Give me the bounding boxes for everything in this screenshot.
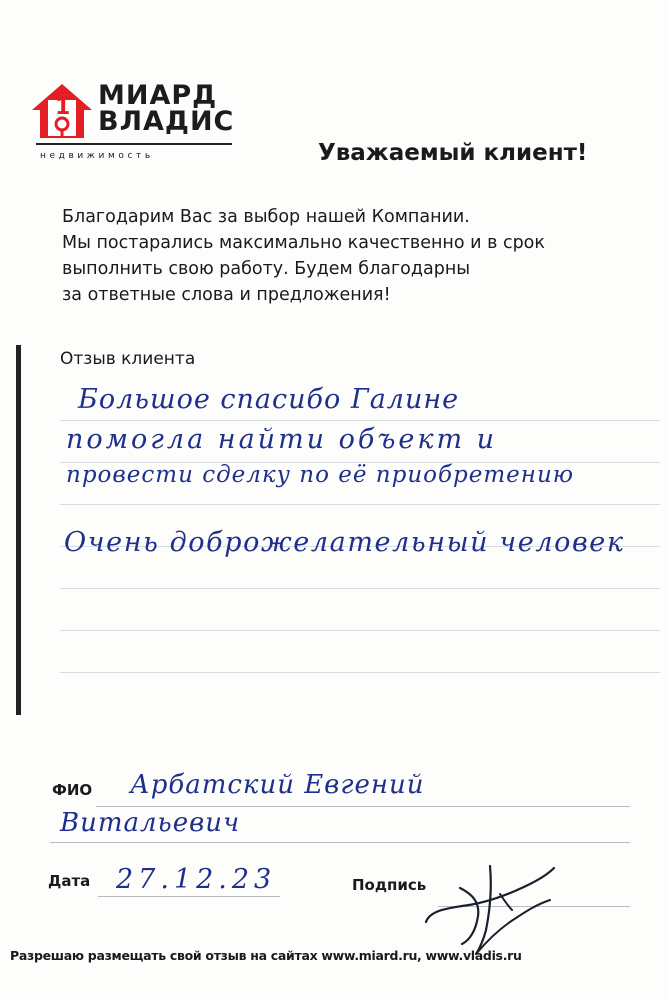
- review-label: Отзыв клиента: [60, 349, 196, 369]
- company-logo: [30, 80, 240, 170]
- intro-line: за ответные слова и предложения!: [62, 285, 391, 305]
- review-ruled-line: [60, 420, 660, 421]
- review-ruled-line: [60, 504, 660, 505]
- intro-line: Благодарим Вас за выбор нашей Компании.: [62, 207, 470, 227]
- fio-handwriting-line2: Витальевич: [60, 808, 241, 838]
- intro-line: выполнить свою работу. Будем благодарны: [62, 259, 471, 279]
- review-ruled-line: [60, 630, 660, 631]
- logo-subtitle: недвижимость: [40, 151, 154, 161]
- date-label: Дата: [48, 872, 91, 890]
- signature-label: Подпись: [352, 876, 427, 894]
- logo-divider: [36, 143, 232, 145]
- review-handwriting-line: провести сделку по её приобретению: [66, 462, 575, 488]
- date-handwriting: 27.12.23: [116, 864, 277, 895]
- date-line: [98, 896, 280, 897]
- fio-line: [50, 842, 630, 843]
- review-handwriting-line: Большое спасибо Галине: [78, 384, 460, 415]
- logo-name-line2: ВЛАДИС: [98, 106, 235, 137]
- review-handwriting-line: Очень доброжелательный человек: [64, 527, 625, 558]
- fio-handwriting-line1: Арбатский Евгений: [130, 770, 425, 800]
- intro-paragraph: [62, 204, 622, 308]
- review-ruled-line: [60, 588, 660, 589]
- handwritten-signature: [420, 858, 560, 958]
- logo-badge-number: 1: [55, 95, 71, 120]
- greeting-heading: Уважаемый клиент!: [318, 140, 588, 166]
- consent-statement: Разрешаю размещать свой отзыв на сайтах www.miard.ru, www.vladis.ru: [10, 948, 522, 963]
- review-ruled-line: [60, 672, 660, 673]
- fio-label: ФИО: [52, 781, 93, 799]
- intro-line: Мы постарались максимально качественно и в срок: [62, 233, 545, 253]
- review-side-bar: [16, 345, 21, 715]
- fio-line: [96, 806, 630, 807]
- logo-name-line1: МИАРД: [98, 80, 218, 111]
- review-handwriting-line: помогла найти объект и: [66, 424, 498, 455]
